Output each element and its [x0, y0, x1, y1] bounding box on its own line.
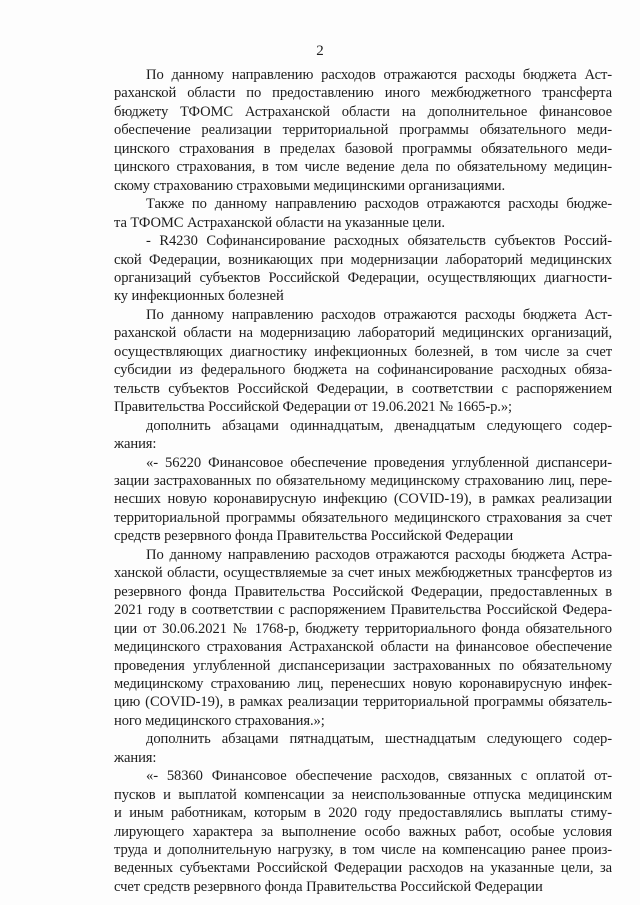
text-line: средств резервного фонда Правительства Российской Федерации	[114, 528, 514, 545]
text-line: жания:	[114, 436, 157, 453]
text-line: 2021 году в соответствии с распоряжением Правительства Российской Федера-	[114, 602, 612, 619]
text-line: цию (COVID-19), в рамках реализации территориальной программы обязатель-	[114, 694, 612, 711]
text-line: дополнить абзацами одиннадцатым, двенадцатым следующего содер-	[146, 417, 612, 434]
text-line: резервного фонда Правительства Российской Федерации, предоставленных в	[114, 583, 612, 600]
text-line: Правительства Российской Федерации от 19.06.2021 № 1665-р.»;	[114, 399, 512, 416]
text-line: Также по данному направлению расходов отражаются расходы бюдже-	[146, 196, 612, 213]
text-line: ного медицинского страхования.»;	[114, 712, 325, 729]
text-line: цинского страхования в пределах базовой программы обязательного меди-	[114, 140, 612, 157]
text-line: жания:	[114, 749, 157, 766]
paragraph	[114, 767, 612, 896]
text-line: бюджету ТФОМС Астраханской области на дополнительное финансовое	[114, 103, 612, 120]
paragraph	[114, 232, 612, 306]
text-line: медицинскому страхованию лиц, перенесших новую коронавирусную инфек-	[114, 675, 612, 692]
text-line: медицинского страхования Астраханской области на финансовое обеспечение	[114, 639, 612, 656]
document-body	[114, 66, 612, 896]
text-line: проведения углубленной диспансеризации застрахованных по обязательному	[114, 657, 612, 674]
text-line: раханской области по предоставлению иного межбюджетного трансферта	[114, 85, 612, 102]
text-line: По данному направлению расходов отражаются расходы бюджета Аст-	[146, 67, 612, 83]
paragraph	[114, 195, 612, 232]
text-line: ку инфекционных болезней	[114, 288, 284, 305]
paragraph	[114, 66, 612, 195]
text-line: территориальной программы обязательного медицинского страхования за счет	[114, 509, 612, 526]
page-number: 2	[316, 43, 324, 59]
text-line: «- 58360 Финансовое обеспечение расходов, связанных с оплатой от-	[146, 768, 612, 785]
text-line: тельств субъектов Российской Федерации, в соответствии с распоряжением	[114, 380, 612, 397]
text-line: и иным работникам, которым в 2020 году предоставлялись выплаты стиму-	[114, 805, 612, 822]
text-line: та ТФОМС Астраханской области на указанные цели.	[114, 214, 445, 231]
text-line: обеспечение реализации территориальной программы обязательного меди-	[114, 122, 612, 139]
text-line: цинского страхования, в том числе ведение дела по обязательному медицин-	[114, 159, 612, 176]
text-line: раханской области на модернизацию лабораторий медицинских организаций,	[114, 325, 612, 342]
text-line: веденных субъектами Российской Федерации расходов на указанные цели, за	[114, 860, 612, 877]
text-line: ции от 30.06.2021 № 1768-р, бюджету территориального фонда обязательного	[114, 620, 612, 637]
text-line: ской Федерации, возникающих при модернизации лабораторий медицинских	[114, 251, 612, 268]
text-line: организаций субъектов Российской Федерации, осуществляющих диагности-	[114, 269, 612, 286]
text-line: скому страхованию страховыми медицинскими организациями.	[114, 177, 506, 194]
text-line: ханской области, осуществляемые за счет иных межбюджетных трансфертов из	[114, 565, 612, 582]
text-line: По данному направлению расходов отражаются расходы бюджета Астра-	[146, 546, 612, 563]
text-line: осуществляющих диагностику инфекционных болезней, в том числе за счет	[114, 343, 612, 360]
paragraph	[114, 730, 612, 767]
text-line: дополнить абзацами пятнадцатым, шестнадцатым следующего содер-	[146, 731, 612, 748]
paragraph	[114, 306, 612, 417]
paragraph	[114, 417, 612, 454]
text-line: труда и дополнительную нагрузку, в том числе на компенсацию ранее произ-	[114, 842, 612, 859]
text-line: несших новую коронавирусную инфекцию (COVID-19), в рамках реализации	[114, 491, 612, 508]
paragraph	[114, 546, 612, 731]
text-line: пусков и выплатой компенсации за неиспользованные отпуска медицинским	[114, 786, 612, 803]
text-line: - R4230 Софинансирование расходных обязательств субъектов Россий-	[146, 233, 612, 250]
text-line: По данному направлению расходов отражаются расходы бюджета Аст-	[146, 306, 612, 323]
text-line: «- 56220 Финансовое обеспечение проведения углубленной диспансери-	[146, 454, 612, 471]
paragraph	[114, 454, 612, 546]
text-line: счет средств резервного фонда Правительства Российской Федерации	[114, 878, 543, 895]
text-line: субсидии из федерального бюджета на софинансирование расходных обяза-	[114, 362, 612, 379]
text-line: зации застрахованных по обязательному медицинскому страхованию лиц, пере-	[114, 472, 612, 489]
text-line: лирующего характера за выполнение особо важных работ, особые условия	[114, 823, 612, 840]
